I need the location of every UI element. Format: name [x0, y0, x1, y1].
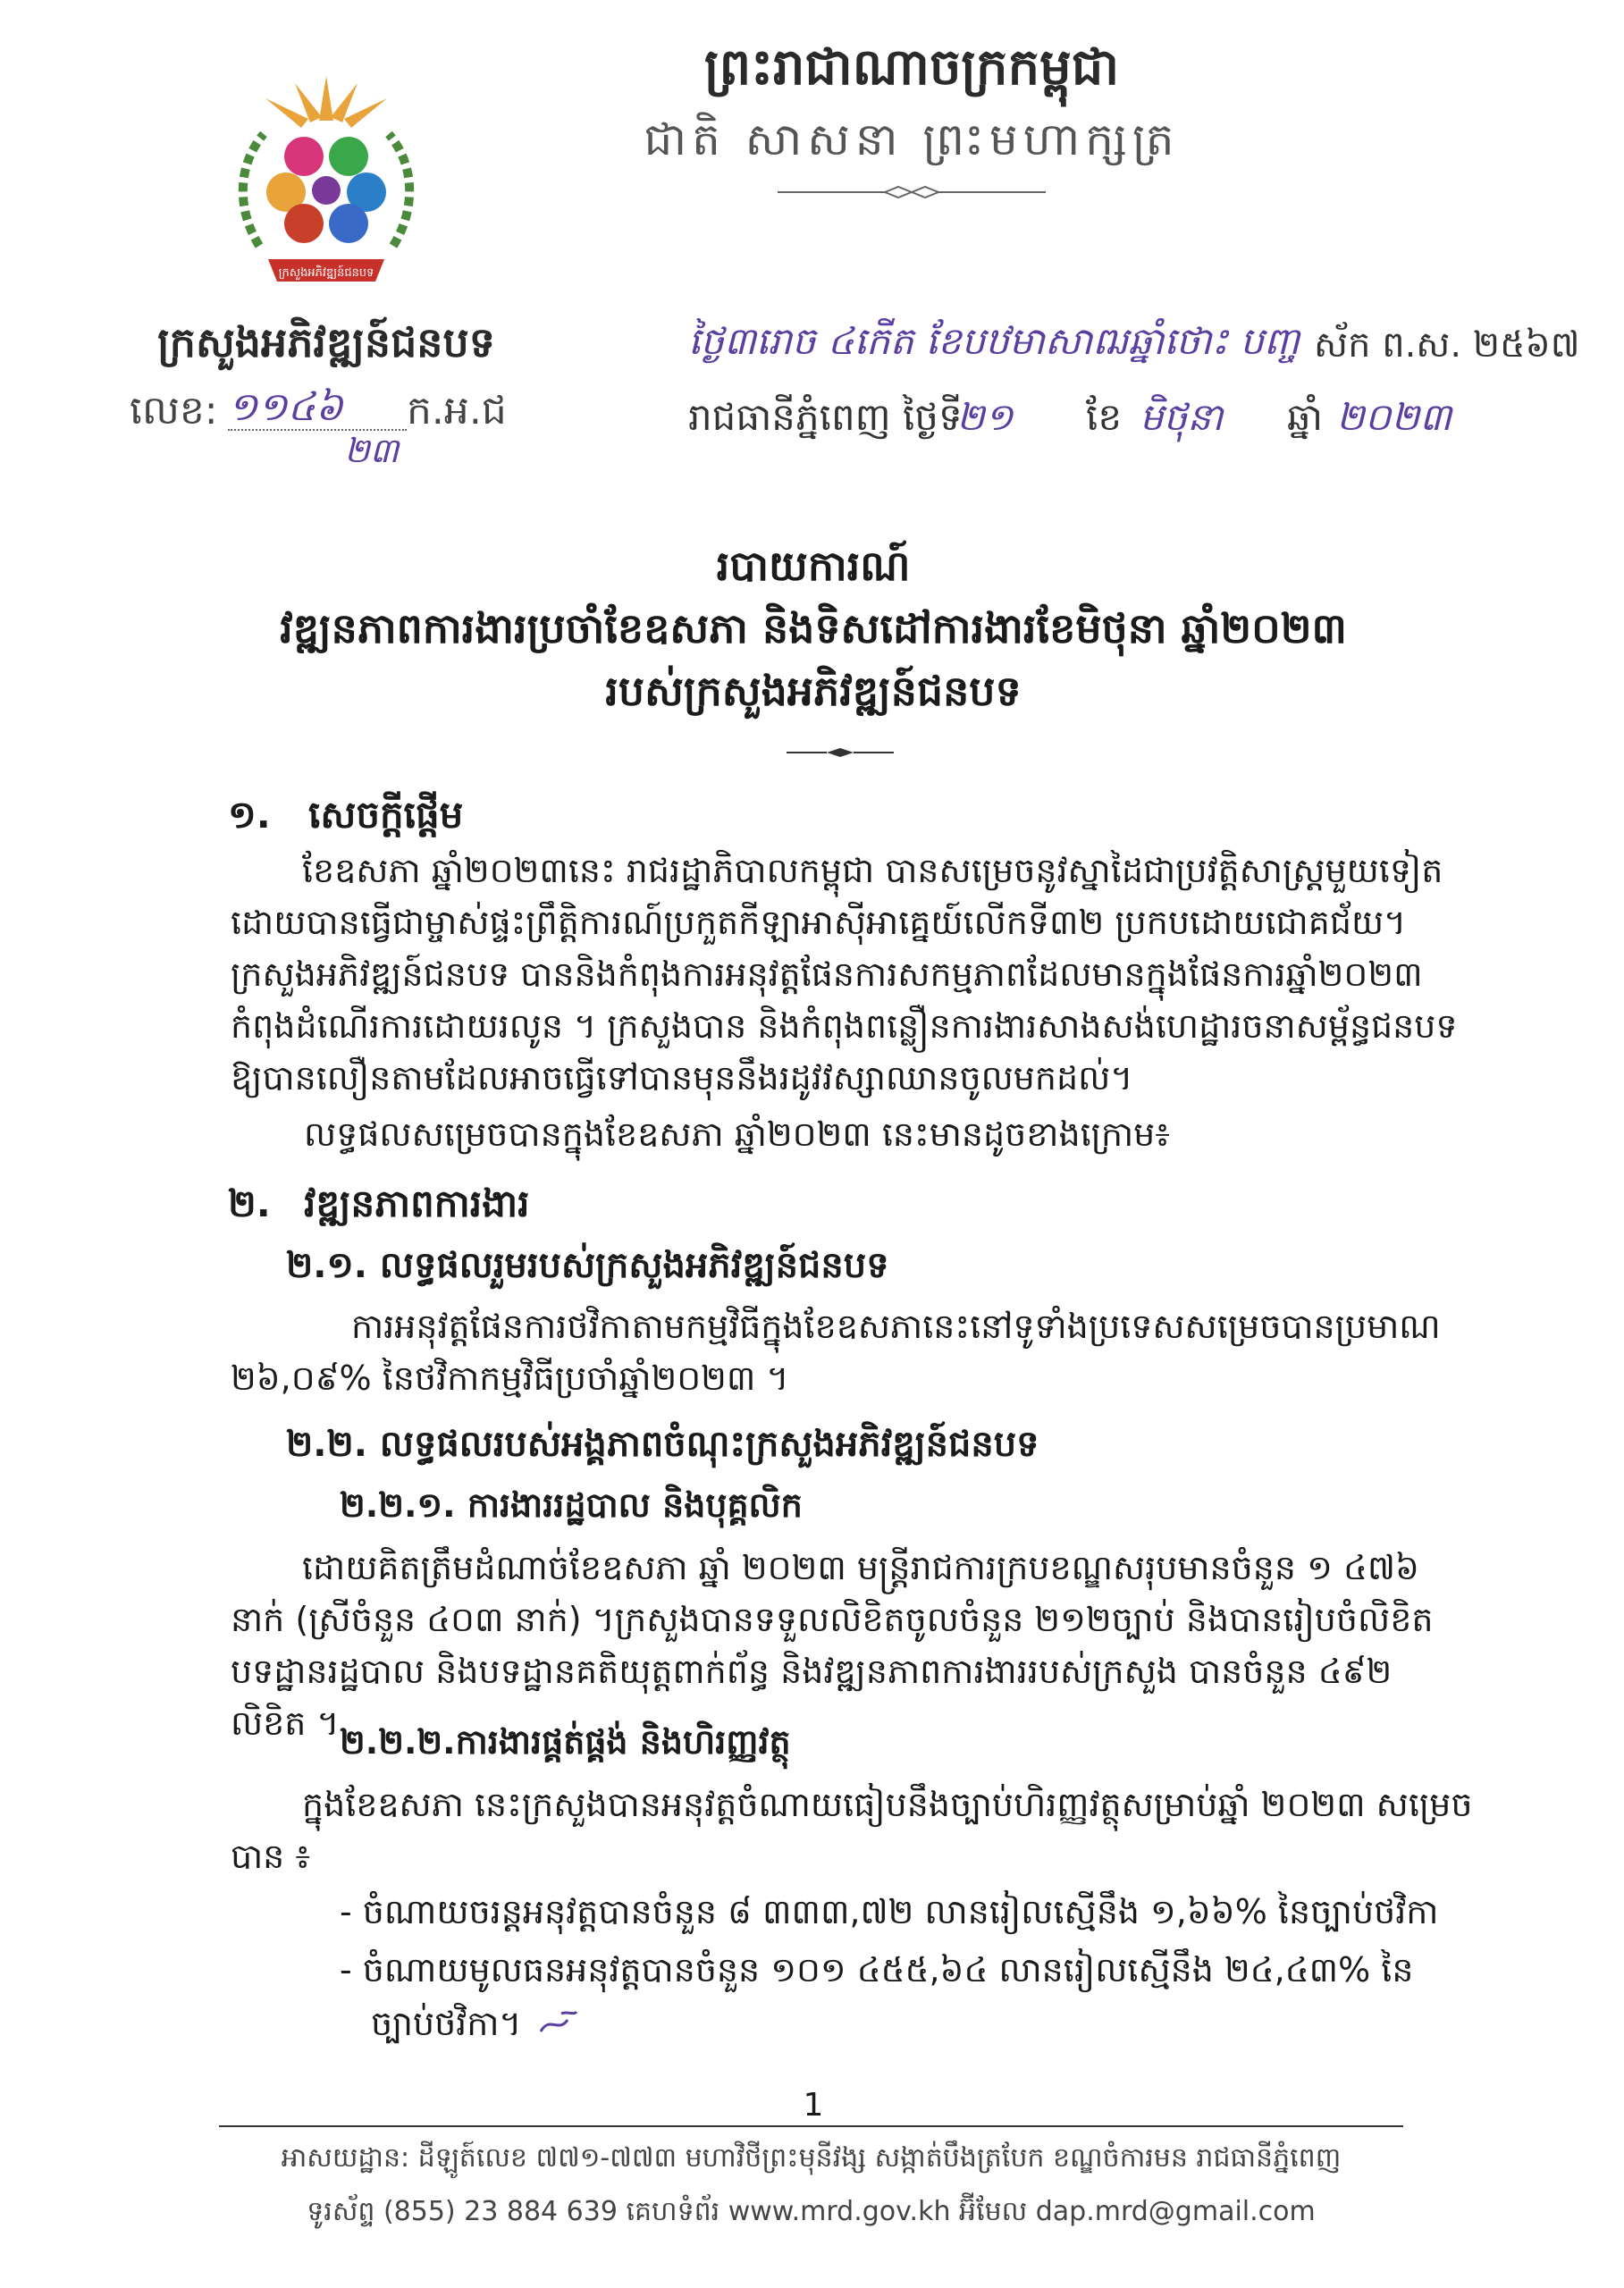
section-2-number: ២.: [228, 1182, 271, 1225]
subsection-2-2-2-heading: ២.២.២.ការងារផ្គត់ផ្គង់ និងហិរញ្ញវត្ថុ: [340, 1722, 791, 1762]
kingdom-title: ព្រះរាជាណាចក្រកម្ពុជា: [703, 38, 1120, 97]
subsection-2-2-2-paragraph: ក្នុងខែឧសភា នេះក្រសួងបានអនុវត្តចំណាយធៀបនឹងច្បាប់ហិរញ្ញវត្ថុសម្រាប់ឆ្នាំ ២០២៣ សម្រេចបាន ៖: [231, 1785, 1473, 1876]
title-divider: [787, 746, 894, 759]
date-month: មិថុនា: [1140, 395, 1224, 439]
initial-signature: [536, 2006, 581, 2038]
ministry-name: ក្រសួងអភិវឌ្ឍន៍ជនបទ: [157, 318, 495, 366]
reference-number: ១១៤៦: [228, 384, 343, 430]
bullet-recurrent-expense: - ចំណាយចរន្តអនុវត្តបានចំនួន ៨ ៣៣៣,៧២ លានរៀលស្មើនឹង ១,៦៦% នៃច្បាប់ថវិកា: [340, 1892, 1439, 1931]
intro-paragraph: ខែឧសភា ឆ្នាំ២០២៣នេះ រាជរដ្ឋាភិបាលកម្ពុជា បានសម្រេចនូវស្នាដៃជាប្រវត្តិសាស្ត្រមួយទៀត ដោយបានធ្វើជាម្ចាស់ផ្ទះព្រឹត្តិការណ៍ប្រកួតកីឡាអាស៊ីអាគ្នេយ៍លើកទី៣២ ប្រកបដោយជោគជ័យ។ ក្រសួងអភិវឌ្ឍន៍ជនបទ បាននិងកំពុងការអនុវត្តផែនការសកម្មភាពដែលមានក្នុងផែនការឆ្នាំ២០២៣ កំពុងដំណើរការដោយរលូន ។ ក្រសួងបាន និងកំពុងពន្លឿនការងារសាងសង់ហេដ្ឋារចនាសម្ព័ន្ធជនបទ ឱ្យបានលឿនតាមដែលអាចធ្វើទៅបានមុននឹងរដូវវស្សាឈានចូលមកដល់។: [231, 851, 1458, 1098]
date-year: ២០២៣: [1336, 395, 1452, 439]
ornament-divider: [778, 183, 1046, 201]
section-1-heading: សេចក្តីផ្តើម: [308, 793, 464, 837]
date-day: ២១: [956, 395, 1014, 439]
report-subtitle: វឌ្ឍនភាពការងារប្រចាំខែឧសភា និងទិសដៅការងារខែមិថុនា ឆ្នាំ២០២៣: [280, 604, 1347, 652]
reference-label: លេខ:: [130, 388, 218, 433]
footer-contact: ទូរស័ព្ទ (855) 23 884 639 គេហទំព័រ www.mrd.gov.kh អ៊ីមែល dap.mrd@gmail.com: [307, 2196, 1316, 2227]
lunar-date: ថ្ងៃ៣រោច ៤កើត ខែបឋមាសាឍឆ្នាំថោះ បញ្ច: [688, 319, 1300, 363]
footer-address: អាសយដ្ឋាន: ដីឡូត៍លេខ ៧៧១-៧៧៣ មហាវិថីព្រះមុនីវង្ស សង្កាត់បឹងត្របែក ខណ្ឌចំការមន រាជធានីភ្នំពេញ: [281, 2142, 1342, 2174]
bullet-capital-expense-cont: ច្បាប់ថវិកា។: [371, 2004, 522, 2043]
reference-suffix: ក.អ.ជ: [407, 388, 507, 433]
subsection-2-1-paragraph: ការអនុវត្តផែនការថវិកាតាមកម្មវិធីក្នុងខែឧសភានេះនៅទូទាំងប្រទេសសម្រេចបានប្រមាណ ២៦,០៩% នៃថវិកាកម្មវិធីប្រចាំឆ្នាំ២០២៣ ។: [231, 1307, 1441, 1398]
section-1-number: ១.: [228, 793, 271, 837]
ministry-logo: [210, 67, 442, 299]
results-intro: លទ្ធផលសម្រេចបានក្នុងខែឧសភា ឆ្នាំ២០២៣ នេះមានដូចខាងក្រោម៖: [304, 1115, 1170, 1154]
subsection-2-2-1-paragraph: ដោយគិតត្រឹមដំណាច់ខែឧសភា ឆ្នាំ ២០២៣ មន្ត្រីរាជការក្របខណ្ឌសរុបមានចំនួន ១ ៤៧៦ នាក់ (ស្រីចំនួន ៤០៣ នាក់) ។ក្រសួងបានទទួលលិខិតចូលចំនួន ២១២ច្បាប់ និងបានរៀបចំលិខិតបទដ្ឋានរដ្ឋបាល និងបទដ្ឋានគតិយុត្តពាក់ព័ន្ធ និងវឌ្ឍនភាពការងាររបស់ក្រសួង បានចំនួន ៤៩២ លិខិត ។: [231, 1548, 1434, 1743]
subsection-2-2-heading: ២.២. លទ្ធផលរបស់អង្គភាពចំណុះក្រសួងអភិវឌ្ឍន៍ជនបទ: [286, 1424, 1039, 1465]
subsection-2-2-1-heading: ២.២.១. ការងាររដ្ឋបាល និងបុគ្គលិក: [340, 1485, 803, 1525]
bullet-capital-expense: - ចំណាយមូលធនអនុវត្តបានចំនួន ១០១ ៤៥៥,៦៤ លានរៀលស្មើនឹង ២៤,៤៣% នៃ: [340, 1950, 1414, 1989]
national-motto: ជាតិ សាសនា ព្រះមហាក្សត្រ: [644, 114, 1180, 165]
report-owner: របស់ក្រសួងអភិវឌ្ឍន៍ជនបទ: [605, 667, 1022, 715]
subsection-2-1-heading: ២.១. លទ្ធផលរួមរបស់ក្រសួងអភិវឌ្ឍន៍ជនបទ: [286, 1245, 889, 1286]
page-number: 1: [803, 2087, 824, 2124]
footer-rule: [219, 2125, 1403, 2127]
buddhist-era: ស័ក ព.ស. ២៥៦៧: [1314, 324, 1580, 366]
reference-year: ២៣: [344, 431, 400, 470]
section-2-heading: វឌ្ឍនភាពការងារ: [304, 1182, 530, 1225]
date-month-label: ខែ: [1086, 395, 1122, 439]
date-year-label: ឆ្នាំ: [1287, 395, 1323, 439]
logo-text: ក្រសួងអភិវឌ្ឍន៍ជនបទ: [278, 266, 374, 280]
report-title: របាយការណ៍: [716, 542, 911, 590]
date-prefix: រាជធានីភ្នំពេញ ថ្ងៃទី: [688, 395, 963, 439]
